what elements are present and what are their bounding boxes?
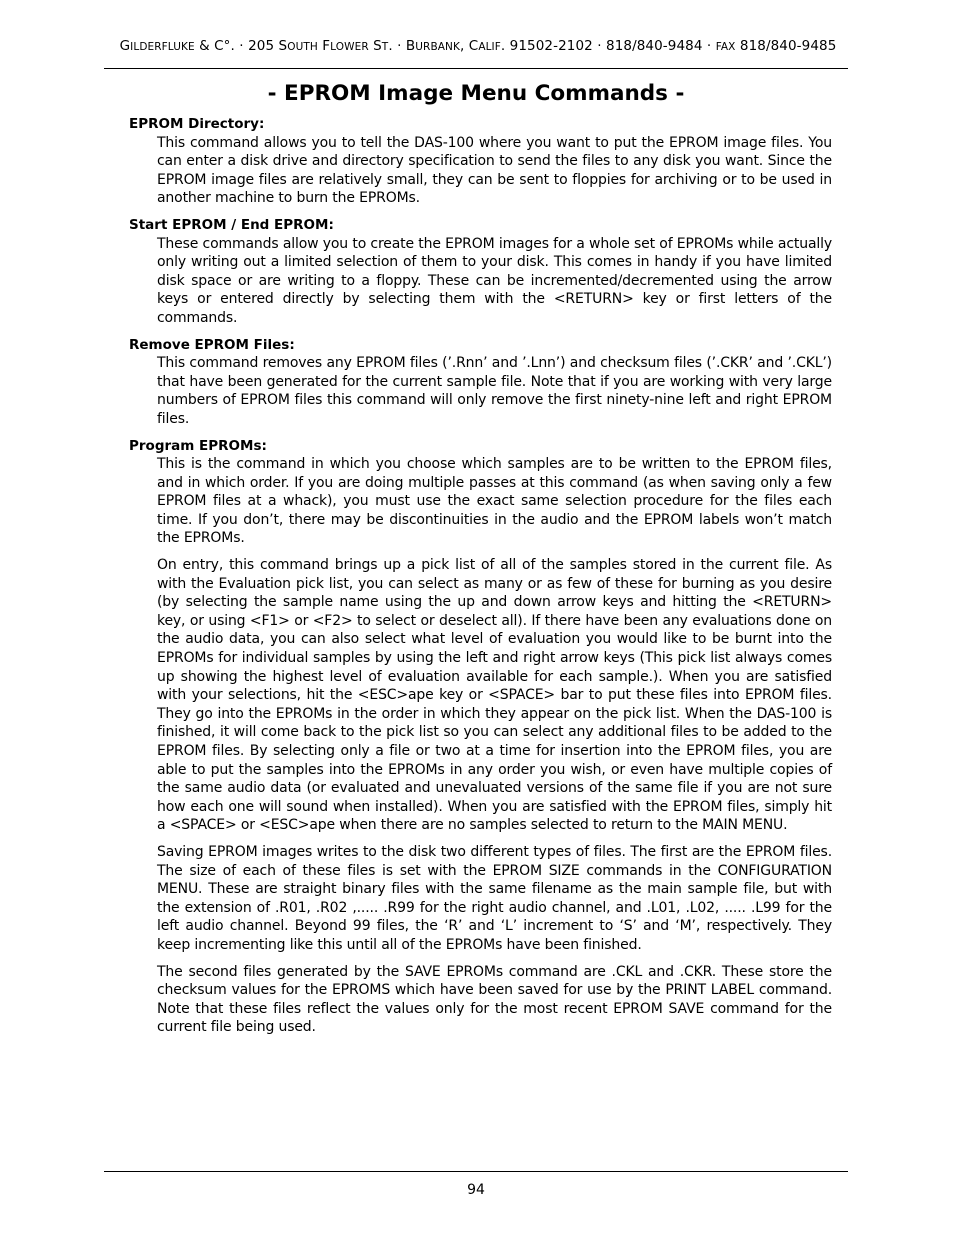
paragraph: On entry, this command brings up a pick list of all of the samples stored in the current file. As with the Evaluation pick list, you can select as many or as few of these for burning as you desire (by selecting the sample name using the up and down arrow keys and hitting the <RETURN> key, or using <F1> or <F2> to select or deselect all). If there have been any evaluations done on the audio data, you can also select what level of evaluation you would like to be burnt into the EPROMs for individual samples by using the left and right arrow keys (This pick list always comes up showing the highest level of evaluation available for each sample.). When you are satisfied with your selections, hit the <ESC>ape key or <SPACE> bar to put these files into EPROM files. They go into the EPROMs in the order in which they appear on the pick list. When the DAS-100 is finished, it will come back to the pick list so you can select any additional files to be added to the EPROM files. By selecting only a file or two at a time for insertion into the EPROM files, you are able to put the samples into the EPROMs in any order you wish, or even have multiple copies of the same audio data (or evaluated and unevaluated versions of the same file if you are not sure how each one will sound when installed). When you are satisfied with the EPROM files, simply hit a <SPACE> or <ESC>ape when there are no samples selected to return to the MAIN MENU. xyxy=(157,557,832,834)
paragraph: This is the command in which you choose which samples are to be written to the EPROM files, and in which order. If you are doing multiple passes at this command (as when saving only a few EPROM files at a whack), you must use the exact same selection procedure for the files each time. If you don’t, there may be discontinuities in the audio and the EPROM labels won’t match the EPROMs. xyxy=(157,456,832,547)
header-company-rest: ILDERFLUKE xyxy=(130,41,195,53)
page-title: - EPROM Image Menu Commands - xyxy=(267,81,685,106)
header-sep: · 205 xyxy=(234,38,279,54)
page-header xyxy=(108,38,848,54)
header-street-dot: . · xyxy=(388,38,406,54)
header-rule xyxy=(104,68,848,69)
header-co: & C xyxy=(194,38,224,54)
paragraph: This command allows you to tell the DAS-100 where you want to put the EPROM image files. You can enter a disk drive and directory specification to send the files to any disk you want. Since the EPROM image files are relatively small, they can be sent to floppies for archiving or to be used in another machine to burn the EPROMs. xyxy=(157,134,832,207)
header-city-comma: , xyxy=(459,38,469,54)
paragraph: Saving EPROM images writes to the disk two different types of files. The first are the EPROM files. The size of each of these files is set with the EPROM SIZE commands in the CONFIGURATION MENU. These are straight binary files with the same filename as the main sample file, but with the extension of .R01, .R02 ,..... .R99 for the right audio channel, and .L01, .L02, ..... .L99 for the left audio channel. Beyond 99 files, the ‘R’ and ‘L’ increment to ‘S’ and ‘M’, respectively. They keep incrementing like this until all of the EPROMs have been finished. xyxy=(157,843,832,953)
paragraph: These commands allow you to create the EPROM images for a whole set of EPROMs while actually only writing out a limited selection of them to your disk. This comes in handy if you have limited disk space or are writing to a floppy. These can be incremented/decremented using the arrow keys or entered directly by selecting them with the <RETURN> key or first letters of the commands. xyxy=(157,235,832,326)
paragraph: This command removes any EPROM files (’.Rnn’ and ’.Lnn’) and checksum files (’.CKR’ and ’.CKL’) that have been generated for the current sample file. Note that if you are working with very large numbers of EPROM files this command will only remove the first ninety-nine left and right EPROM files. xyxy=(157,355,832,427)
header-city-rest: URBANK xyxy=(415,41,460,53)
section-heading-start-end-eprom: Start EPROM / End EPROM: xyxy=(129,216,334,233)
header-fax-number: 818/840-9485 xyxy=(735,38,837,54)
section-heading-program-eproms: Program EPROMs: xyxy=(129,437,267,454)
paragraph: The second files generated by the SAVE EPROMs command are .CKL and .CKR. These store the checksum values for the EPROMS which have been saved for use by the PRINT LABEL command. Note that these files reflect the values only for the most recent EPROM SAVE command for the current file being used. xyxy=(157,963,832,1036)
header-street-st-S: S xyxy=(368,38,382,54)
document-body xyxy=(129,115,832,1037)
header-company-initial: G xyxy=(119,38,131,54)
header-street-F: F xyxy=(322,38,331,54)
footer-rule xyxy=(104,1171,848,1172)
section-heading-eprom-directory: EPROM Directory: xyxy=(129,116,265,132)
header-state-C: C xyxy=(468,38,479,54)
header-zip-phone: . 91502-2102 · 818/840-9484 · xyxy=(500,38,716,54)
header-street-st-T: T xyxy=(381,41,389,53)
header-street-lower: LOWER xyxy=(330,41,369,53)
header-street-S: S xyxy=(278,38,288,54)
header-city-B: B xyxy=(405,38,416,54)
header-fax-label: FAX xyxy=(715,41,736,53)
header-street-outh: OUTH xyxy=(287,41,318,53)
section-heading-remove-eprom-files: Remove EPROM Files: xyxy=(129,336,295,353)
header-co-degree: °. xyxy=(223,38,235,54)
header-state-rest: ALIF xyxy=(478,41,501,53)
page-number: 94 xyxy=(467,1182,485,1198)
